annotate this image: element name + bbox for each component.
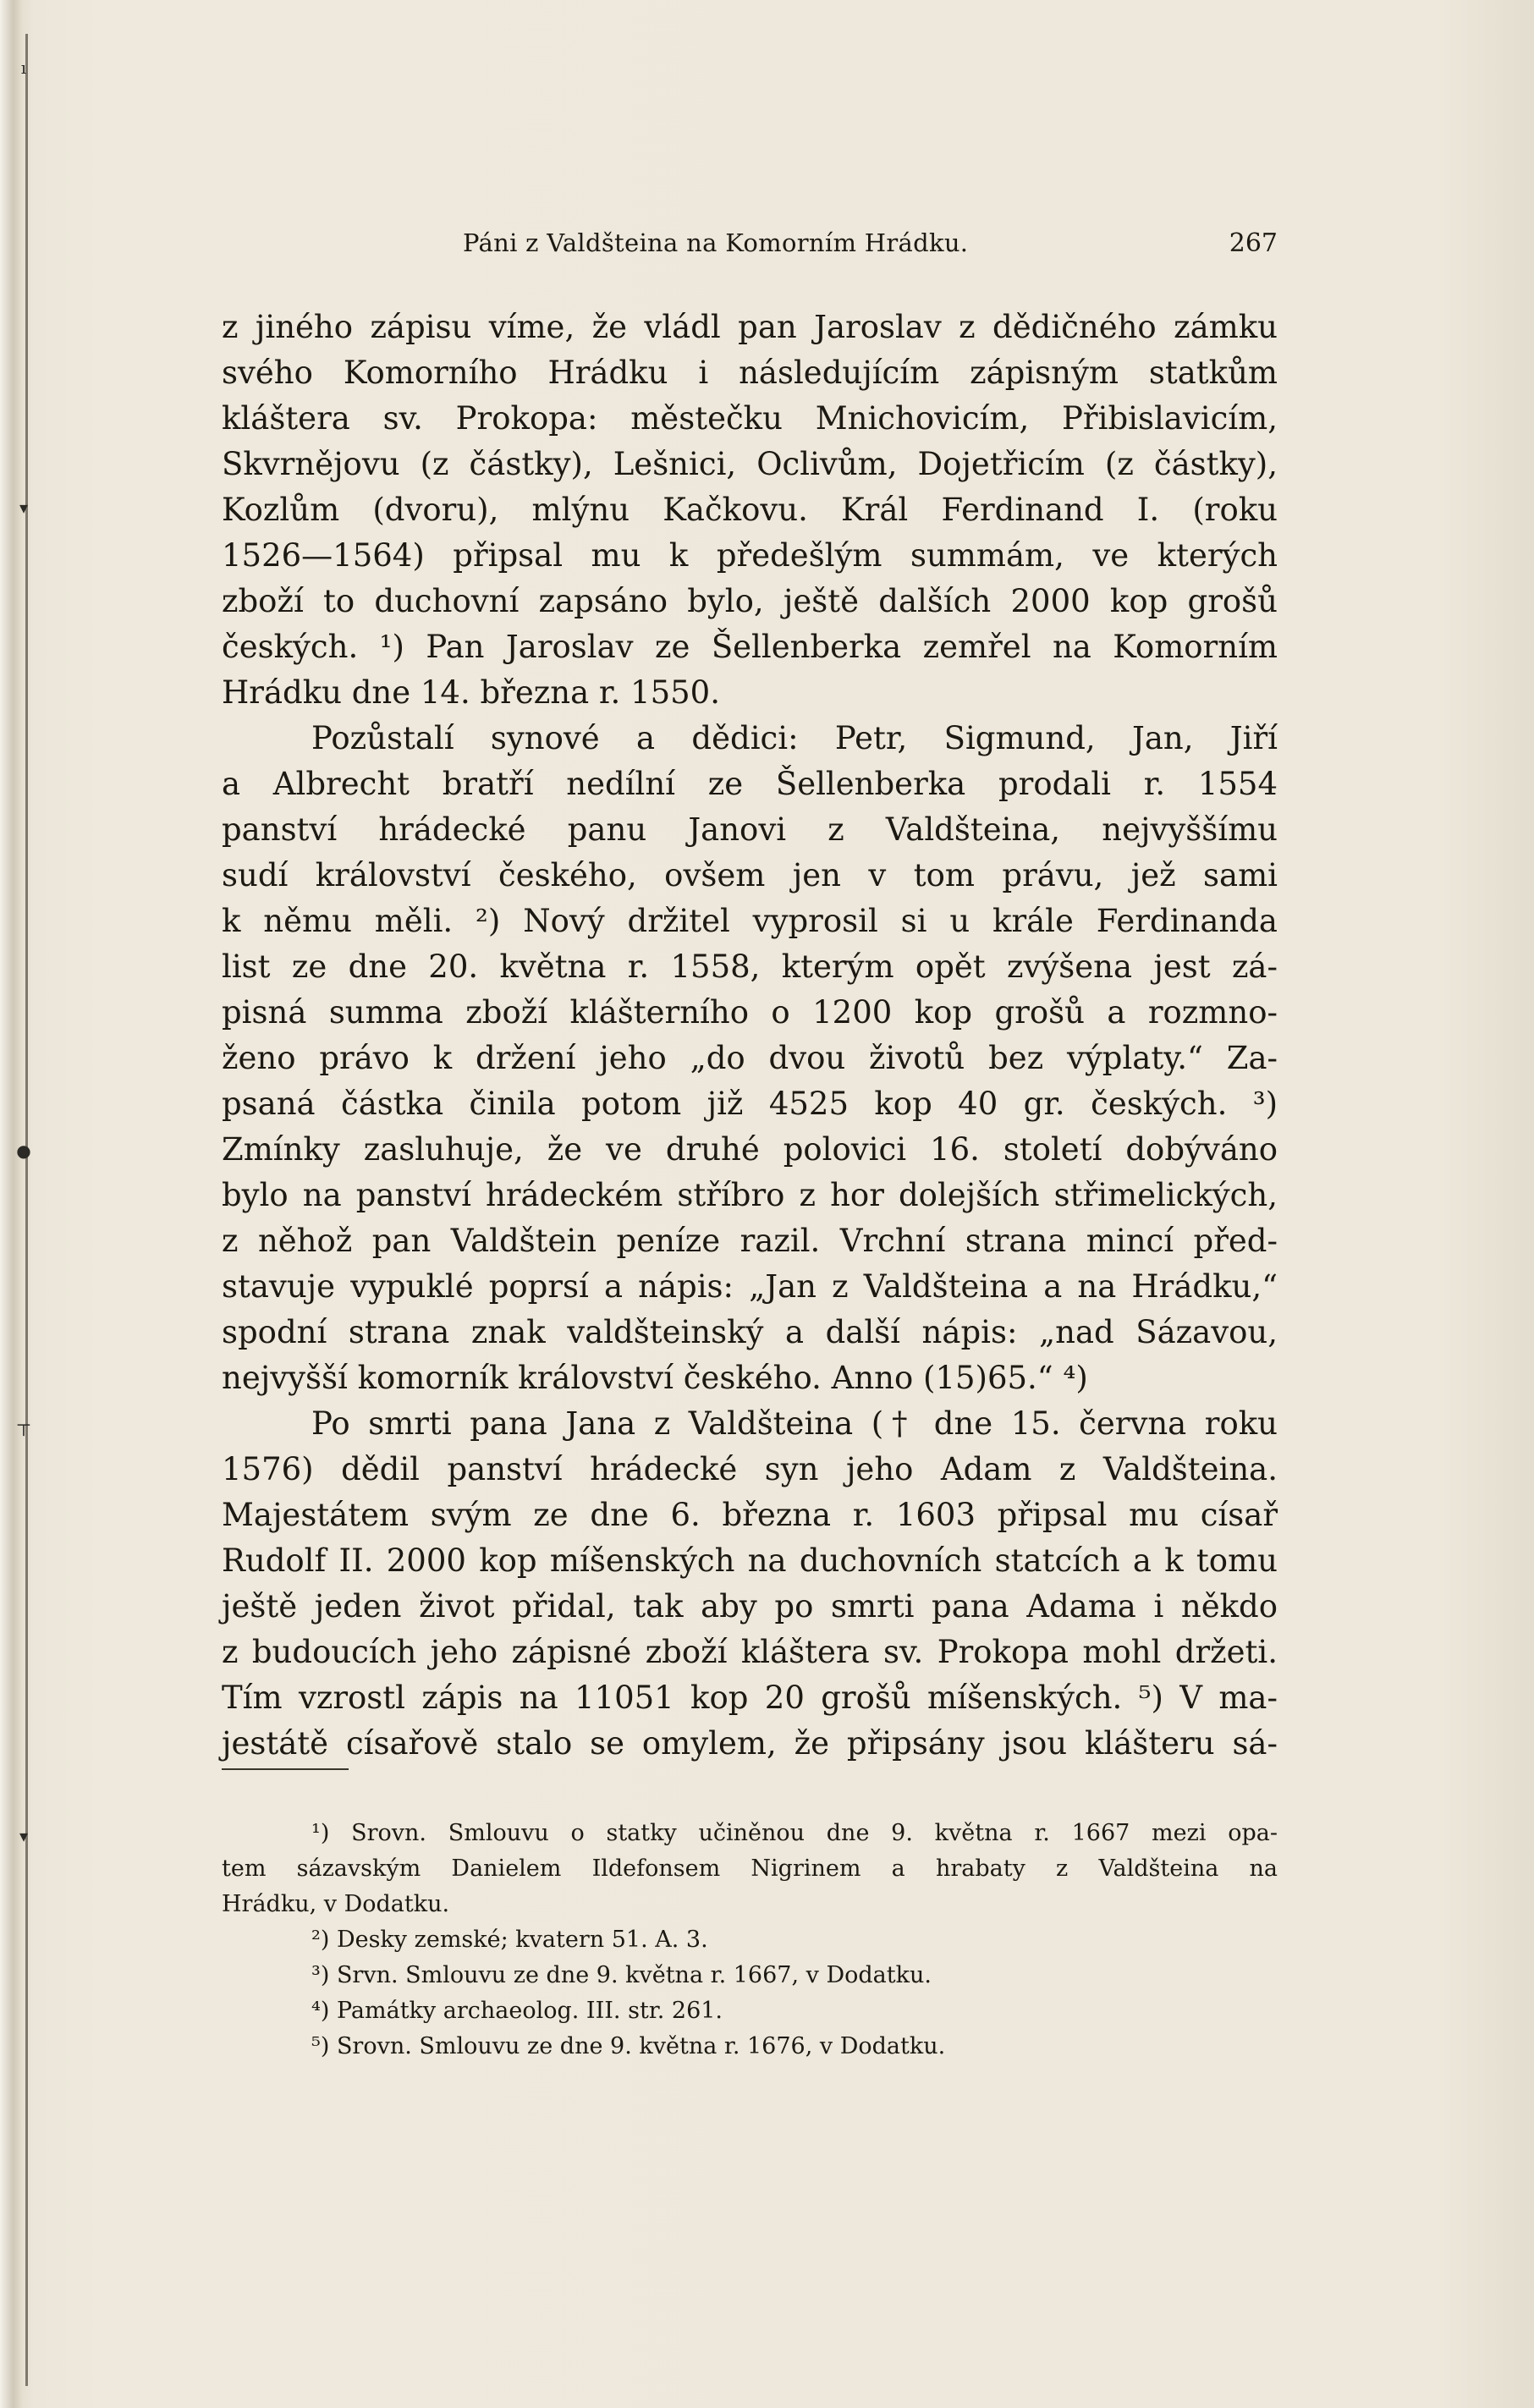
text-line: 1526—1564) připsal mu k předešlým summám, ve kterých xyxy=(222,537,1278,574)
text-line: nejvyšší komorník království českého. Anno (15)65.“ ⁴) xyxy=(222,1360,1088,1396)
text-line: list ze dne 20. května r. 1558, kterým opět zvýšena jest zá- xyxy=(222,948,1278,985)
text-line: Rudolf II. 2000 kop míšenských na duchovních statcích a k tomu xyxy=(222,1542,1278,1579)
text-line: zboží to duchovní zapsáno bylo, ještě dalších 2000 kop grošů xyxy=(222,583,1278,619)
footnote-line: Hrádku, v Dodatku. xyxy=(222,1891,450,1917)
text-line: Skvrnějovu (z částky), Lešnici, Oclivům, Dojetřicím (z částky), xyxy=(222,446,1278,482)
text-line: ještě jeden život přidal, tak aby po smrti pana Adama i někdo xyxy=(222,1588,1278,1625)
footnote-line: ⁵) Srovn. Smlouvu ze dne 9. května r. 1676, v Dodatku. xyxy=(311,2033,946,2059)
footnote-line: ³) Srvn. Smlouvu ze dne 9. května r. 1667, v Dodatku. xyxy=(311,1962,932,1988)
footnote-line: tem sázavským Danielem Ildefonsem Nigrinem a hrabaty z Valdšteina na xyxy=(222,1855,1278,1882)
text-line: 1576) dědil panství hrádecké syn jeho Adam z Valdšteina. xyxy=(222,1451,1278,1487)
page-number: 267 xyxy=(1229,228,1278,258)
page-header xyxy=(222,228,1278,267)
margin-mark: ⊤ xyxy=(15,1420,32,1440)
footnote-line: ²) Desky zemské; kvatern 51. A. 3. xyxy=(311,1927,708,1953)
text-line: českých. ¹) Pan Jaroslav ze Šellenberka zemřel na Komorním xyxy=(222,629,1278,665)
text-line: psaná částka činila potom již 4525 kop 40 gr. českých. ³) xyxy=(222,1086,1278,1122)
text-line: Po smrti pana Jana z Valdšteina († dne 15. června roku xyxy=(311,1405,1278,1442)
running-title: Páni z Valdšteina na Komorním Hrádku. xyxy=(463,228,969,257)
text-line: Kozlům (dvoru), mlýnu Kačkovu. Král Ferdinand I. (roku xyxy=(222,492,1278,528)
text-line: panství hrádecké panu Janovi z Valdšteina, nejvyššímu xyxy=(222,811,1278,848)
text-line: jestátě císařově stalo se omylem, že připsány jsou klášteru sá- xyxy=(222,1725,1278,1762)
binding-line xyxy=(25,34,28,2386)
text-line: sudí království českého, ovšem jen v tom právu, jež sami xyxy=(222,857,1278,893)
margin-mark: ● xyxy=(16,1141,31,1161)
text-line: Pozůstalí synové a dědici: Petr, Sigmund, Jan, Jiří xyxy=(311,720,1278,756)
footnote-rule xyxy=(222,1768,349,1770)
text-line: z něhož pan Valdštein peníze razil. Vrchní strana mincí před- xyxy=(222,1223,1278,1259)
footnote-line: ⁴) Památky archaeolog. III. str. 261. xyxy=(311,1998,723,2024)
binding-edge xyxy=(0,0,22,2408)
text-line: stavuje vypuklé poprsí a nápis: „Jan z Valdšteina a na Hrádku,“ xyxy=(222,1268,1278,1305)
text-line: k němu měli. ²) Nový držitel vyprosil si u krále Ferdinanda xyxy=(222,903,1278,939)
text-line: z budoucích jeho zápisné zboží kláštera sv. Prokopa mohl držeti. xyxy=(222,1634,1278,1670)
text-line: kláštera sv. Prokopa: městečku Mnichovicím, Přibislavicím, xyxy=(222,400,1278,437)
text-line: spodní strana znak valdšteinský a další nápis: „nad Sázavou, xyxy=(222,1314,1278,1350)
text-line: Tím vzrostl zápis na 11051 kop 20 grošů míšenských. ⁵) V ma- xyxy=(222,1680,1278,1716)
text-line: z jiného zápisu víme, že vládl pan Jaroslav z dědičného zámku xyxy=(222,309,1278,345)
margin-mark: ▾ xyxy=(19,1826,29,1846)
footnote-line: ¹) Srovn. Smlouvu o statky učiněnou dne 9. května r. 1667 mezi opa- xyxy=(311,1820,1278,1846)
margin-mark: ▾ xyxy=(19,498,29,518)
text-line: pisná summa zboží klášterního o 1200 kop grošů a rozmno- xyxy=(222,994,1278,1031)
text-line: Majestátem svým ze dne 6. března r. 1603 připsal mu císař xyxy=(222,1497,1278,1533)
text-line: ženo právo k držení jeho „do dvou životů bez výplaty.“ Za- xyxy=(222,1040,1278,1076)
text-line: Hrádku dne 14. března r. 1550. xyxy=(222,674,720,711)
text-line: Zmínky zasluhuje, že ve druhé polovici 16. století dobýváno xyxy=(222,1131,1278,1168)
text-line: svého Komorního Hrádku i následujícím zápisným statkům xyxy=(222,355,1278,391)
margin-mark: ı xyxy=(20,58,27,78)
text-line: bylo na panství hrádeckém stříbro z hor dolejších střimelických, xyxy=(222,1177,1278,1213)
text-line: a Albrecht bratří nedílní ze Šellenberka prodali r. 1554 xyxy=(222,766,1278,802)
